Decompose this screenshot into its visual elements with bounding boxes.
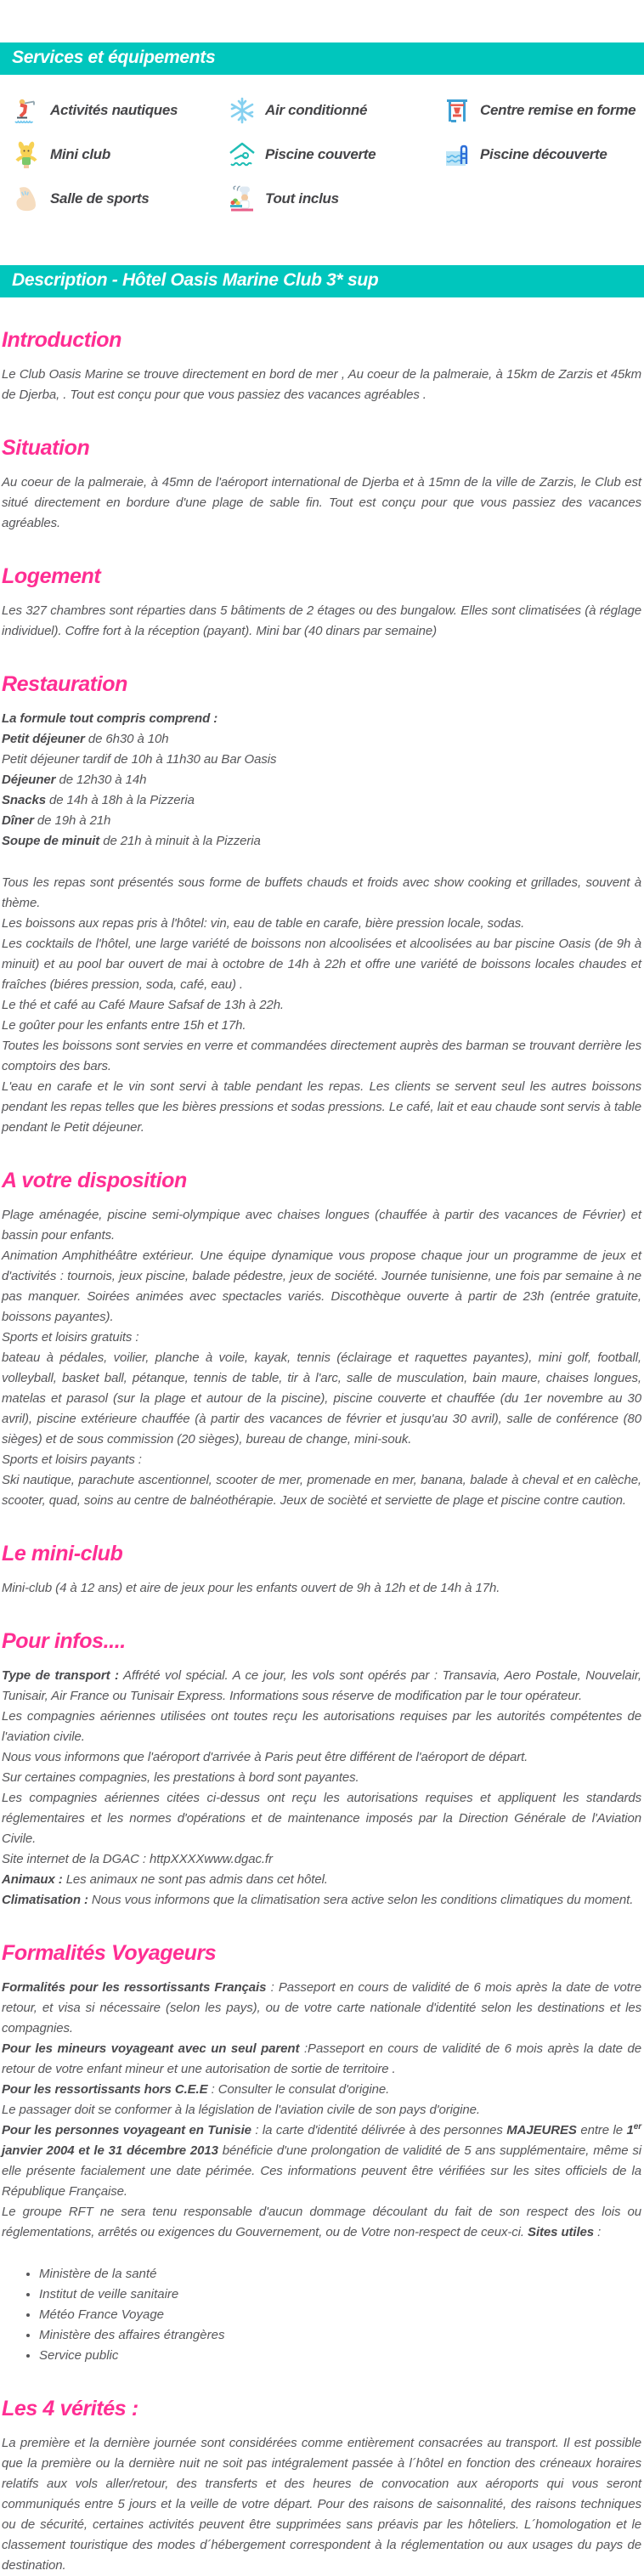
service-item — [215, 88, 430, 133]
section-heading: Situation — [2, 436, 90, 460]
services-banner-title: Services et équipements — [12, 48, 216, 67]
useful-sites-list — [2, 2264, 641, 2366]
section-paragraph: Le Club Oasis Marine se trouve directement en bord de mer , Au coeur de la palmeraie, à 15km de Zarzis et 45km de Djerba, . Tout est conçu pour que vous passiez des vacances agréables . — [2, 367, 641, 402]
list-item: • Service public — [39, 2346, 641, 2366]
service-item — [0, 177, 215, 221]
section-heading: Restauration — [2, 672, 128, 696]
service-item-label: Piscine découverte — [480, 146, 607, 162]
section-heading: Logement — [2, 564, 101, 588]
service-item-label: Salle de sports — [50, 190, 150, 207]
child-icon — [12, 139, 42, 170]
service-item-label: Activités nautiques — [50, 102, 178, 118]
section-paragraph: Plage aménagée, piscine semi-olympique avec chaises longues (chauffée à partir des vacances de Février) et bassin pour enfants. Animation Amphithéâtre extérieur. Une équipe dynamique vous propose chaque jour un programme de jeux et d'activités : tournois, jeux piscine, balade pédestre, jeux de société. Journée tunisienne, une fois par semaine à ne pas manquer. Soirées animées avec spectacles variés. Discothèque ouverte à partir de 23h (entrée gratuite, boissons payantes). Sports et loisirs gratuits : bateau à pédales, voilier, planche à voile, kayak, tennis (éclairage et raquettes payantes), mini golf, football, volleyball, basket ball, pétanque, tennis de table, tir à l'arc, salle de musculation, bain maure, chaises longues, matelas et parasol (sur la plage et autour de la piscine), piscine couverte et chauffée (du 1er novembre au 30 avril), piscine extérieure chauffée (à partir des vacances de février et jusqu'au 30 avril), salle de conférence (80 sièges) et de sous commission (20 sièges), bureau de change, mini-souk. Sports et loisirs payants : Ski nautique, parachute ascentionnel, scooter de mer, promenade en mer, banana, balade à cheval et en calèche, scooter, quad, soins au centre de balnéothérapie. Jeux de socièté et serviette de plage et piscine contre caution. — [2, 1208, 641, 1508]
description-banner-title: Description - Hôtel Oasis Marine Club 3* sup — [12, 270, 379, 290]
description-banner — [0, 265, 644, 297]
service-item — [0, 88, 215, 133]
snowflake-icon — [227, 95, 257, 126]
list-item: • Ministère des affaires étrangères — [39, 2325, 641, 2346]
section-paragraph: La formule tout compris comprend : Petit déjeuner de 6h30 à 10h Petit déjeuner tardif de 10h à 11h30 au Bar Oasis Déjeuner de 12h30 à 14h Snacks de 14h à 18h à la Pizzeria Dîner de 19h à 21h Soupe de minuit de 21h à minuit à la Pizzeria — [2, 711, 277, 848]
description-sections — [0, 328, 644, 2576]
pool-ladder-icon — [442, 139, 472, 170]
services-grid — [0, 75, 644, 221]
service-item-label: Centre remise en forme — [480, 102, 636, 118]
service-item — [430, 88, 644, 133]
service-item — [0, 133, 215, 177]
section-paragraph: Tous les repas sont présentés sous forme de buffets chauds et froids avec show cooking et grillades, souvent à thème. Les boissons aux repas pris à l'hôtel: vin, eau de table en carafe, bière pression locale, sodas. Les cocktails de l'hôtel, une large variété de boissons non alcoolisées et alcoolisées au bar piscine Oasis (de 9h à minuit) et au pool bar ouvert de mai à octobre de 14h à 22h et offre une variété de boissons locales chaudes et fraîches (biéres pression, soda, café, eau) . Le thé et café au Café Maure Safsaf de 13h à 22h. Le goûter pour les enfants entre 15h et 17h. Toutes les boissons sont servies en verre et commandées directement auprès des barman se trouvant derrière les comptoirs des bars. L'eau en carafe et le vin sont servi à table pendant les repas. Les clients se servent seul les autres boissons pendant les repas telles que les bières pressions et sodas pressions. Le café, lait et eau chaude sont servis à table pendant le Petit déjeuner. — [2, 875, 641, 1135]
biceps-icon — [12, 184, 42, 214]
service-item — [215, 133, 430, 177]
service-item-label: Tout inclus — [265, 190, 339, 207]
list-item: • Ministère de la santé — [39, 2264, 641, 2284]
service-item-label: Mini club — [50, 146, 110, 162]
section-paragraph: Les 327 chambres sont réparties dans 5 bâtiments de 2 étages ou des bungalow. Elles sont climatisées (à réglage individuel). Coffre fort à la réception (payant). Mini bar (40 dinars par semaine) — [2, 603, 641, 638]
chef-icon — [227, 184, 257, 214]
service-item — [430, 133, 644, 177]
service-item-label: Piscine couverte — [265, 146, 376, 162]
list-item: • Institut de veille sanitaire — [39, 2284, 641, 2305]
service-item — [215, 177, 430, 221]
service-item-label: Air conditionné — [265, 102, 368, 118]
section-paragraph: Formalités pour les ressortissants Français : Passeport en cours de validité de 6 mois après la date de votre retour, et visa si nécessaire (selon les pays), ou de votre carte nationale d'identité selon les destinations et les compagnies. Pour les mineurs voyageant avec un seul parent :Passeport en cours de validité de 6 mois après la date de retour de votre enfant mineur et une autorisation de sortie de territoire . Pour les ressortissants hors C.E.E : Consulter le consulat d'origine. Le passager doit se conformer à la législation de l'aviation civile de son pays d'origine. Pour les personnes voyageant en Tunisie : la carte d'identité délivrée à des personnes MAJEURES entre le 1er janvier 2004 et le 31 décembre 2013 bénéficie d'une prolongation de validité de 5 ans supplémentaire, même si elle présente facialement une date périmée. Ces informations peuvent être vérifiées sur les sites officiels de la République Française. Le groupe RFT ne sera tenu responsable d'aucun dommage découlant du fait de son respect des lois ou réglementations, arrêtés ou exigences du Gouvernement, ou de Votre non-respect de ceux-ci. Sites utiles : — [2, 1980, 642, 2239]
section-heading: Pour infos.... — [2, 1629, 126, 1653]
swimmer-covered-icon — [227, 139, 257, 170]
section-heading: A votre disposition — [2, 1169, 187, 1192]
section-paragraph: Au coeur de la palmeraie, à 45mn de l'aéroport international de Djerba et à 15mn de la ville de Zarzis, le Club est situé directement en bordure d'une plage de sable fin. Tout est conçu pour que vous passiez des vacances agréables. — [2, 475, 641, 530]
services-banner — [0, 42, 644, 75]
water-ski-icon — [12, 95, 42, 126]
section-paragraph: Mini-club (4 à 12 ans) et aire de jeux pour les enfants ouvert de 9h à 12h et de 14h à 17h. — [2, 1581, 500, 1595]
hotel-description-page — [0, 42, 644, 2576]
section-paragraph: Type de transport : Affrété vol spécial. A ce jour, les vols sont opérés par : Transavia, Aero Postale, Nouvelair, Tunisair, Air France ou Tunisair Express. Informations sous réserve de modification par le tour opérateur. Les compagnies aériennes utilisées ont toutes reçu les autorisations requises par les autorités compétentes de l'aviation civile. Nous vous informons que l'aéroport d'arrivée à Paris peut être différent de l'aéroport de départ. Sur certaines compagnies, les prestations à bord sont payantes. Les compagnies aériennes citées ci-dessus ont reçu les autorisations requises et appliquent les standards réglementaires et les normes d'opérations et de maintenance imposés par la Direction Générale de l'Aviation Civile. Site internet de la DGAC : httpXXXXwww.dgac.fr Animaux : Les animaux ne sont pas admis dans cet hôtel. Climatisation : Nous vous informons que la climatisation sera active selon les conditions climatiques du moment. — [2, 1668, 641, 1907]
section-heading: Formalités Voyageurs — [2, 1941, 217, 1965]
section-heading: Introduction — [2, 328, 122, 352]
section-paragraph: La première et la dernière journée sont considérées comme entièrement consacrées au transport. Il est possible que la première ou la dernière nuit ne soit pas intégralement passée à l´hôtel en fonction des créneaux horaires relatifs aux vols aller/retour, des transferts et des heures de convocation aux aéroports qui vous seront communiqués entre 5 jours et la veille de votre départ. Pour des raisons de saisonnalité, des raisons techniques ou de sécurité, certaines activités peuvent être supprimées sans préavis par les hôteliers. L´homologation et le classement touristique des modes d´hébergement correspondent à la réglementation ou aux usages du pays de destination. — [2, 2436, 641, 2573]
gym-machine-icon — [442, 95, 472, 126]
section-heading: Le mini-club — [2, 1542, 123, 1565]
section-heading: Les 4 vérités : — [2, 2397, 138, 2420]
list-item: • Météo France Voyage — [39, 2305, 641, 2325]
